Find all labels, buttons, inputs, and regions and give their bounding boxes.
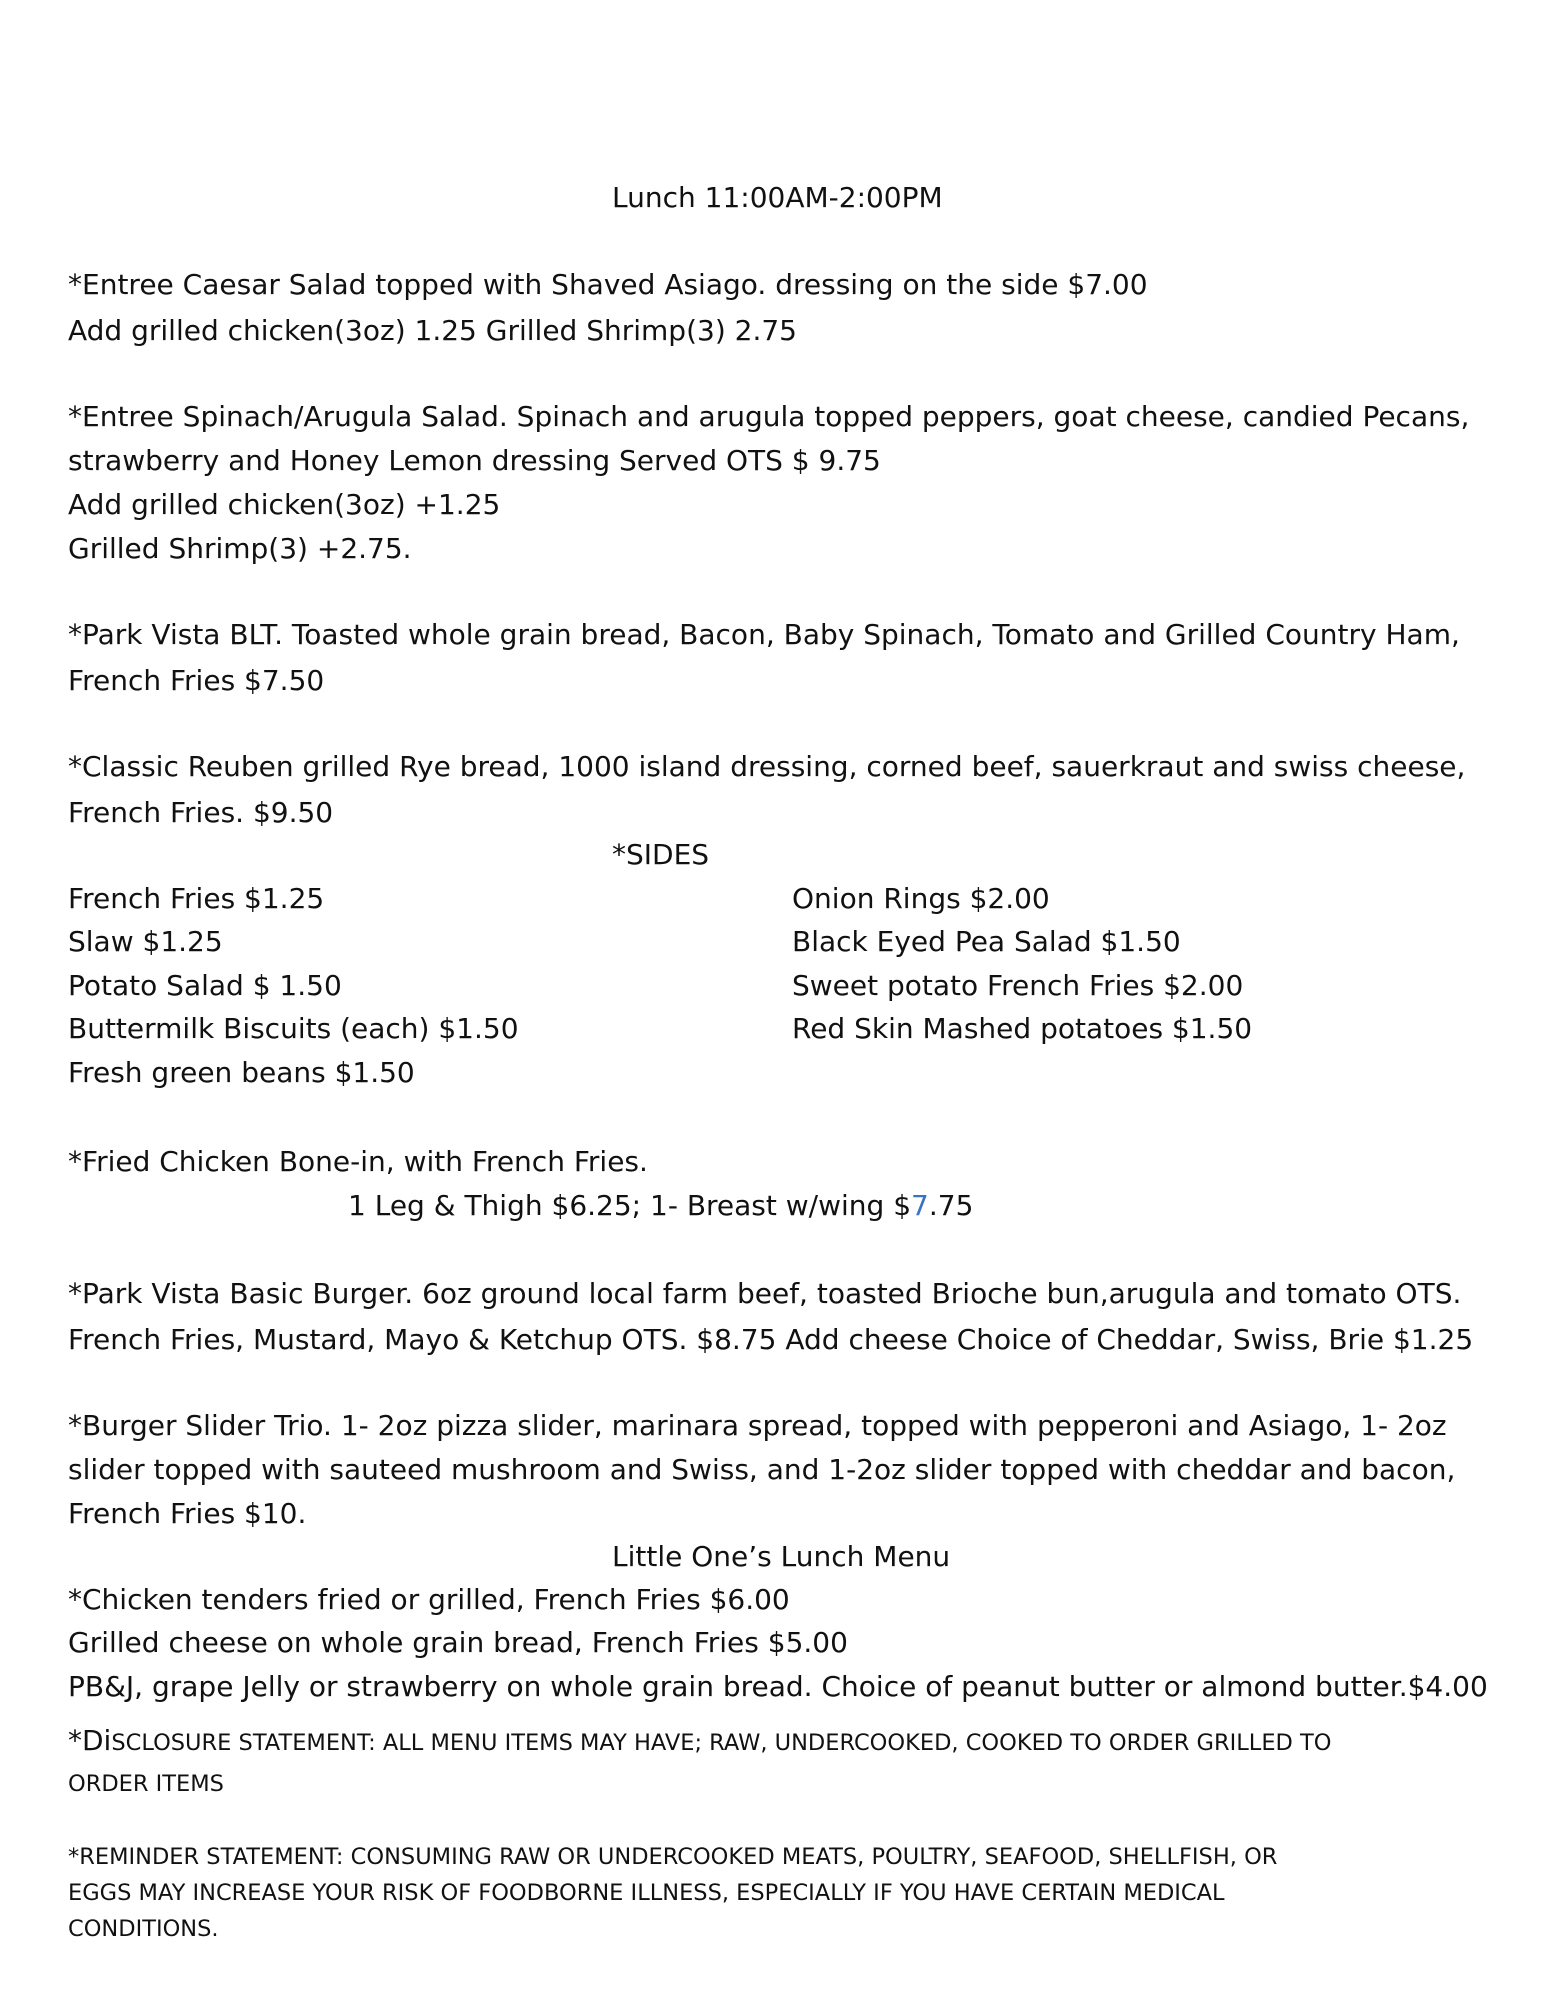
side-item: Buttermilk Biscuits (each) $1.50 — [68, 1012, 519, 1045]
blt-line-2: French Fries $7.50 — [68, 664, 325, 697]
side-item: Onion Rings $2.00 — [792, 882, 1050, 915]
side-item: Fresh green beans $1.50 — [68, 1056, 415, 1089]
fried-chicken-line-2 — [348, 1189, 974, 1222]
side-item: Black Eyed Pea Salad $1.50 — [792, 925, 1181, 958]
side-item: Slaw $1.25 — [68, 925, 223, 958]
side-item: French Fries $1.25 — [68, 882, 325, 915]
side-item: Red Skin Mashed potatoes $1.50 — [792, 1012, 1253, 1045]
caesar-line-2: Add grilled chicken(3oz) 1.25 Grilled Shrimp(3) 2.75 — [68, 314, 797, 347]
slider-line-3: French Fries $10. — [68, 1497, 307, 1530]
reminder-line-3: CONDITIONS. — [68, 1916, 219, 1942]
spinach-line-4: Grilled Shrimp(3) +2.75. — [68, 532, 412, 565]
kids-line-2: Grilled cheese on whole grain bread, French Fries $5.00 — [68, 1626, 848, 1659]
burger-line-2: French Fries, Mustard, Mayo & Ketchup OTS. $8.75 Add cheese Choice of Cheddar, Swiss, Brie $1.25 — [68, 1323, 1474, 1356]
disclosure-text: SCLOSURE STATEMENT: ALL MENU ITEMS MAY HAVE; RAW, UNDERCOOKED, COOKED TO ORDER GRILLED TO — [111, 1730, 1332, 1756]
kids-menu-heading: Little One’s Lunch Menu — [612, 1540, 951, 1573]
reuben-line-1: *Classic Reuben grilled Rye bread, 1000 island dressing, corned beef, sauerkraut and swiss cheese, — [68, 750, 1466, 783]
sides-heading: *SIDES — [612, 838, 710, 871]
disclosure-line-1 — [68, 1724, 1332, 1757]
reuben-line-2: French Fries. $9.50 — [68, 796, 334, 829]
side-item: Potato Salad $ 1.50 — [68, 969, 342, 1002]
menu-title: Lunch 11:00AM-2:00PM — [612, 181, 943, 214]
kids-line-1: *Chicken tenders fried or grilled, French Fries $6.00 — [68, 1583, 790, 1616]
blt-line-1: *Park Vista BLT. Toasted whole grain bread, Bacon, Baby Spinach, Tomato and Grilled Country Ham, — [68, 618, 1460, 651]
side-item: Sweet potato French Fries $2.00 — [792, 969, 1244, 1002]
spinach-line-1: *Entree Spinach/Arugula Salad. Spinach and arugula topped peppers, goat cheese, candied Pecans, — [68, 400, 1470, 433]
fried-chicken-line-1: *Fried Chicken Bone-in, with French Fries. — [68, 1145, 648, 1178]
fried-chicken-price-highlight: 7 — [911, 1189, 929, 1222]
disclosure-line-2: ORDER ITEMS — [68, 1771, 224, 1797]
disclosure-lead: *Di — [68, 1724, 112, 1757]
reminder-line-1: *REMINDER STATEMENT: CONSUMING RAW OR UNDERCOOKED MEATS, POULTRY, SEAFOOD, SHELLFISH, OR — [68, 1844, 1278, 1870]
reminder-line-2: EGGS MAY INCREASE YOUR RISK OF FOODBORNE ILLNESS, ESPECIALLY IF YOU HAVE CERTAIN MEDICAL — [68, 1880, 1225, 1906]
spinach-line-2: strawberry and Honey Lemon dressing Served OTS $ 9.75 — [68, 444, 881, 477]
caesar-line-1: *Entree Caesar Salad topped with Shaved Asiago. dressing on the side $7.00 — [68, 268, 1148, 301]
spinach-line-3: Add grilled chicken(3oz) +1.25 — [68, 488, 501, 521]
fried-chicken-prices: 1 Leg & Thigh $6.25; 1- Breast w/wing $ — [348, 1189, 912, 1222]
fried-chicken-price-cents: .75 — [928, 1189, 974, 1222]
kids-line-3: PB&J, grape Jelly or strawberry on whole grain bread. Choice of peanut butter or almond butter.$4.00 — [68, 1670, 1488, 1703]
slider-line-1: *Burger Slider Trio. 1- 2oz pizza slider, marinara spread, topped with pepperoni and Asiago, 1- 2oz — [68, 1409, 1447, 1442]
burger-line-1: *Park Vista Basic Burger. 6oz ground local farm beef, toasted Brioche bun,arugula and tomato OTS. — [68, 1277, 1462, 1310]
slider-line-2: slider topped with sauteed mushroom and Swiss, and 1-2oz slider topped with cheddar and bacon, — [68, 1453, 1456, 1486]
